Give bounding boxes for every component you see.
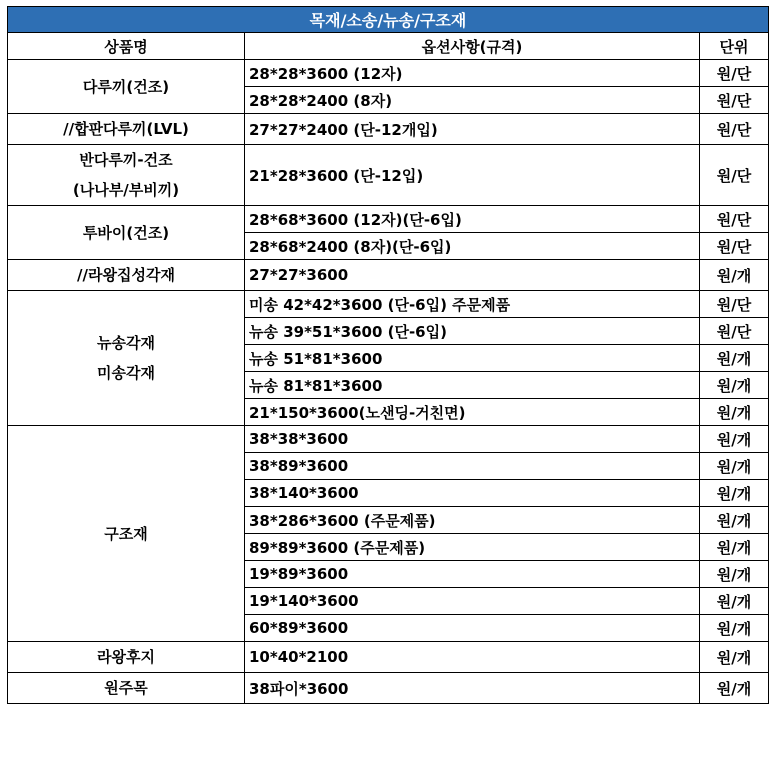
- table-row: [8, 260, 769, 291]
- table-title: 목재/소송/뉴송/구조재: [8, 7, 769, 33]
- unit-cell: 원/단: [700, 145, 769, 206]
- spec-cell: 27*27*2400 (단-12개입): [245, 114, 700, 145]
- product-name: [8, 145, 245, 206]
- spec-cell: 뉴송 51*81*3600: [245, 345, 700, 372]
- spec-cell: 28*68*2400 (8자)(단-6입): [245, 233, 700, 260]
- spec-cell: 89*89*3600 (주문제품): [245, 534, 700, 561]
- header-option: 옵션사항(규격): [245, 33, 700, 60]
- unit-cell: 원/개: [700, 588, 769, 615]
- spec-cell: 21*28*3600 (단-12입): [245, 145, 700, 206]
- spec-cell: 21*150*3600(노샌딩-거친면): [245, 399, 700, 426]
- product-name: 투바이(건조): [8, 206, 245, 260]
- spec-cell: 미송 42*42*3600 (단-6입) 주문제품: [245, 291, 700, 318]
- spec-cell: 38*89*3600: [245, 453, 700, 480]
- header-product-name: 상품명: [8, 33, 245, 60]
- unit-cell: 원/단: [700, 206, 769, 233]
- unit-cell: 원/단: [700, 233, 769, 260]
- product-name: [8, 291, 245, 426]
- spec-cell: 38파이*3600: [245, 673, 700, 704]
- product-name-line-1: 뉴송각재: [97, 334, 155, 352]
- product-name: 다루끼(건조): [8, 60, 245, 114]
- spec-cell: 38*286*3600 (주문제품): [245, 507, 700, 534]
- spec-cell: 10*40*2100: [245, 642, 700, 673]
- unit-cell: 원/단: [700, 87, 769, 114]
- spec-cell: 뉴송 81*81*3600: [245, 372, 700, 399]
- spec-cell: 19*89*3600: [245, 561, 700, 588]
- unit-cell: 원/개: [700, 372, 769, 399]
- spec-cell: 38*140*3600: [245, 480, 700, 507]
- spec-cell: 60*89*3600: [245, 615, 700, 642]
- product-name: //합판다루끼(LVL): [8, 114, 245, 145]
- table-row: [8, 642, 769, 673]
- unit-cell: 원/개: [700, 399, 769, 426]
- unit-cell: 원/단: [700, 291, 769, 318]
- unit-cell: 원/개: [700, 480, 769, 507]
- unit-cell: 원/개: [700, 345, 769, 372]
- table-row: [8, 60, 769, 87]
- product-name: 라왕후지: [8, 642, 245, 673]
- spec-cell: 뉴송 39*51*3600 (단-6입): [245, 318, 700, 345]
- spec-cell: 19*140*3600: [245, 588, 700, 615]
- unit-cell: 원/개: [700, 561, 769, 588]
- unit-cell: 원/단: [700, 60, 769, 87]
- unit-cell: 원/개: [700, 507, 769, 534]
- product-name-line-2: 미송각재: [97, 364, 155, 382]
- unit-cell: 원/개: [700, 642, 769, 673]
- product-name-line-1: 반다루끼-건조: [79, 151, 173, 169]
- table-row: [8, 114, 769, 145]
- table-row: [8, 145, 769, 206]
- table-row: [8, 291, 769, 318]
- spec-cell: 28*28*2400 (8자): [245, 87, 700, 114]
- spec-cell: 27*27*3600: [245, 260, 700, 291]
- unit-cell: 원/단: [700, 318, 769, 345]
- unit-cell: 원/개: [700, 673, 769, 704]
- product-name: //라왕집성각재: [8, 260, 245, 291]
- product-name-line-2: (나나부/부비끼): [72, 181, 180, 199]
- header-unit: 단위: [700, 33, 769, 60]
- spec-cell: 28*68*3600 (12자)(단-6입): [245, 206, 700, 233]
- table-row: [8, 206, 769, 233]
- unit-cell: 원/개: [700, 426, 769, 453]
- unit-cell: 원/개: [700, 615, 769, 642]
- spec-cell: 28*28*3600 (12자): [245, 60, 700, 87]
- table-row: [8, 673, 769, 704]
- unit-cell: 원/단: [700, 114, 769, 145]
- unit-cell: 원/개: [700, 534, 769, 561]
- spec-cell: 38*38*3600: [245, 426, 700, 453]
- price-table-container: [7, 6, 768, 704]
- header-row: [8, 33, 769, 60]
- table-row: [8, 426, 769, 453]
- price-table: [7, 6, 769, 704]
- product-name: 구조재: [8, 426, 245, 642]
- unit-cell: 원/개: [700, 260, 769, 291]
- product-name: 원주목: [8, 673, 245, 704]
- unit-cell: 원/개: [700, 453, 769, 480]
